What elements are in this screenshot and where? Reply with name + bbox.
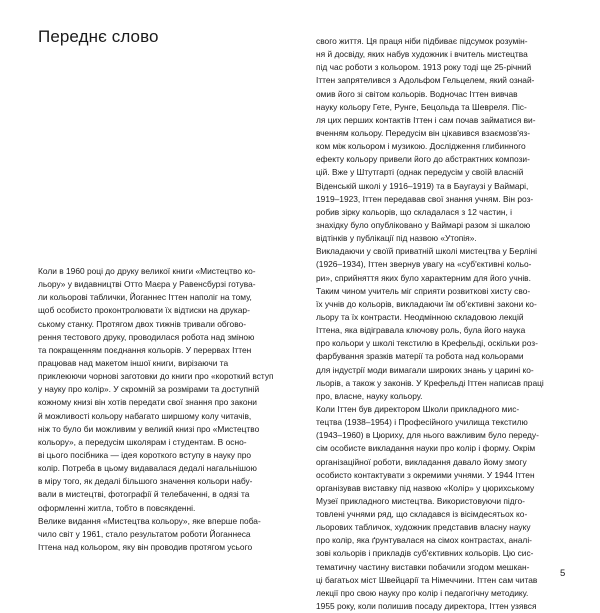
text-line: у науку про колір». У скромній за розмірами та доступній: [38, 384, 260, 395]
text-line: Музеї прикладного мистецтва. Використовуючи підго-: [316, 495, 525, 506]
text-line: льорів, а також у законів. У Крефельді Іттен написав праці: [316, 377, 544, 388]
text-line: особисто контактувати з окремими учнями. У 1944 Іттен: [316, 469, 535, 480]
text-line: омив його зі світом кольорів. Водночас Іттен вивчав: [316, 88, 518, 99]
text-line: Таким чином учитель міг сприяти розвиткові хисту сво-: [316, 285, 531, 296]
text-line: Іттена над кольором, яку він проводив протягом усього: [38, 541, 253, 552]
text-line: льору та їх контрасти. Неодмінною складовою лекцій: [316, 311, 524, 322]
text-line: кольору», а передусім школярам і студентам. В осно-: [38, 436, 247, 447]
text-line: лекції про свою науку про колір і педагогічну методику.: [316, 587, 529, 598]
left-text-column: [38, 265, 290, 554]
text-line: оформленні житла, тобто в повсякденні.: [38, 502, 196, 513]
page-number: 5: [560, 568, 566, 579]
text-line: ри», сприйняття яких було характерним для його учнів.: [316, 272, 531, 283]
text-line: ніж то було би можливим у великій книзі про «Мистецтво: [38, 423, 260, 434]
text-line: 1919–1923, Іттен передавав свої знання учням. Він роз-: [316, 193, 534, 204]
text-line: організаційної роботи, викладання давало йому змогу: [316, 456, 527, 467]
text-line: льору» у видавництві Отто Маєра у Равенсбурзі готува-: [38, 279, 256, 290]
text-line: ському станку. Протягом двох тижнів тривали обгово-: [38, 318, 246, 329]
text-line: ці багатьох міст Швейцарії та Німеччини. Іттен сам читав: [316, 574, 538, 585]
text-line: відтінків у публікації під назвою «Утопія».: [316, 233, 477, 244]
text-line: товлені учнями ряд, що складався із вісімдесятьох ко-: [316, 509, 528, 520]
text-line: Велике видання «Мистецтва кольору», яке вперше поба-: [38, 515, 261, 526]
text-line: тецтва (1938–1954) і Професійного училища текстилю: [316, 417, 528, 428]
page-title: Переднє слово: [38, 27, 159, 46]
text-line: організував виставку під назвою «Колір» у цюрихському: [316, 482, 535, 493]
text-line: зові кольорів і прикладів суб'єктивних кольорів. Цю сис-: [316, 548, 534, 559]
text-line: та покращенням поєднання кольорів. У перервах Іттен: [38, 344, 252, 355]
text-line: тематичну частину виставки побачили згодом мешкан-: [316, 561, 530, 572]
text-line: в міру того, як дедалі більшого значення кольори набу-: [38, 476, 253, 487]
right-text-column: [316, 35, 568, 613]
text-line: їх учнів до кольорів, викладаючи їм об'єктивні закони ко-: [316, 298, 537, 309]
text-line: фарбування зразків матерії та робота над кольорами: [316, 351, 524, 362]
text-line: Іттен запрятелився з Адольфом Гельцелем, який ознай-: [316, 75, 535, 86]
text-line: ві цього посібника — ідея короткого вступу в науку про: [38, 449, 252, 460]
text-line: рення тестового друку, проводилася робота над зміною: [38, 331, 255, 342]
text-line: 1955 року, коли полишив посаду директора, Іттен узявся: [316, 601, 537, 612]
text-line: цій. Вже у Штутгарті (однак передусім у своїй власній: [316, 167, 524, 178]
text-line: Коли в 1960 році до друку великої книги «Мистецтво ко-: [38, 266, 256, 276]
text-line: вали в мистецтві, фотографії й телебаченні, в одязі та: [38, 489, 250, 500]
text-line: ком між кольором і музикою. Дослідження глибинного: [316, 141, 526, 152]
text-line: під час роботи з кольором. 1913 року тоді ще 25-річний: [316, 62, 532, 73]
text-line: науку кольору Гете, Рунге, Бецольда та Шевреля. Піс-: [316, 101, 527, 112]
text-line: (1943–1960) в Цюриху, для нього важливим було переду-: [316, 430, 539, 441]
text-line: й можливості кольору набагато ширшому колу читачів,: [38, 410, 252, 421]
text-line: знахідку було опубліковано у Ваймарі разом зі шкалою: [316, 219, 531, 230]
text-line: сім особисте викладання науки про колір і форму. Окрім: [316, 443, 536, 454]
text-line: Викладаючи у своїй приватній школі мистецтва у Берліні: [316, 246, 537, 257]
text-line: для індустрії моди вимагали широких знань у царині ко-: [316, 364, 534, 375]
text-line: Іттена, яка відігравала ключову роль, була його наука: [316, 325, 526, 336]
text-line: (1926–1934), Іттен звернув увагу на «суб'єктивні кольо-: [316, 259, 532, 270]
text-line: Віденській школі у 1916–1919) та в Баугаузі у Ваймарі,: [316, 180, 529, 191]
text-line: колір. Потреба в цьому видавалася дедалі нагальнішою: [38, 463, 257, 474]
text-line: про кольори у школі текстилю в Крефельді, оскільки роз-: [316, 338, 538, 349]
text-line: Коли Іттен був директором Школи прикладного мис-: [316, 403, 520, 414]
text-line: робив зірку кольорів, що складалася з 12 частин, і: [316, 206, 513, 217]
text-line: працював над макетом іншої книги, вирізаючи та: [38, 357, 229, 368]
text-line: вченням кольору. Передусім він цікавився взаємозв'яз-: [316, 127, 531, 138]
text-line: про колір, яка ґрунтувалася на сімох контрастах, аналі-: [316, 535, 532, 546]
text-line: ефекту кольору привели його до абстрактних компози-: [316, 154, 530, 165]
text-line: приклеюючи чорнові заготовки до книги про «короткий вступ: [38, 371, 274, 382]
text-line: ня й досвіду, яких набув художник і вчитель мистецтва: [316, 49, 528, 60]
text-line: льорових табличок, художник представив власну науку: [316, 522, 531, 533]
text-line: про, власне, науку кольору.: [316, 390, 423, 401]
text-line: свого життя. Ця праця ніби підбиває підсумок розумін-: [316, 36, 528, 46]
text-line: ля цих перших контактів Іттен і сам почав займатися ви-: [316, 114, 536, 125]
text-line: ли кольорові таблички, Йоганнес Іттен наполіг на тому,: [38, 292, 252, 303]
text-line: щоб особисто проконтролювати їх відтиски на друкар-: [38, 305, 250, 316]
text-line: кожному книзі він хотів передати свої знання про закони: [38, 397, 257, 408]
text-line: чило світ у 1961, стало результатом роботи Йоганнеса: [38, 528, 251, 539]
